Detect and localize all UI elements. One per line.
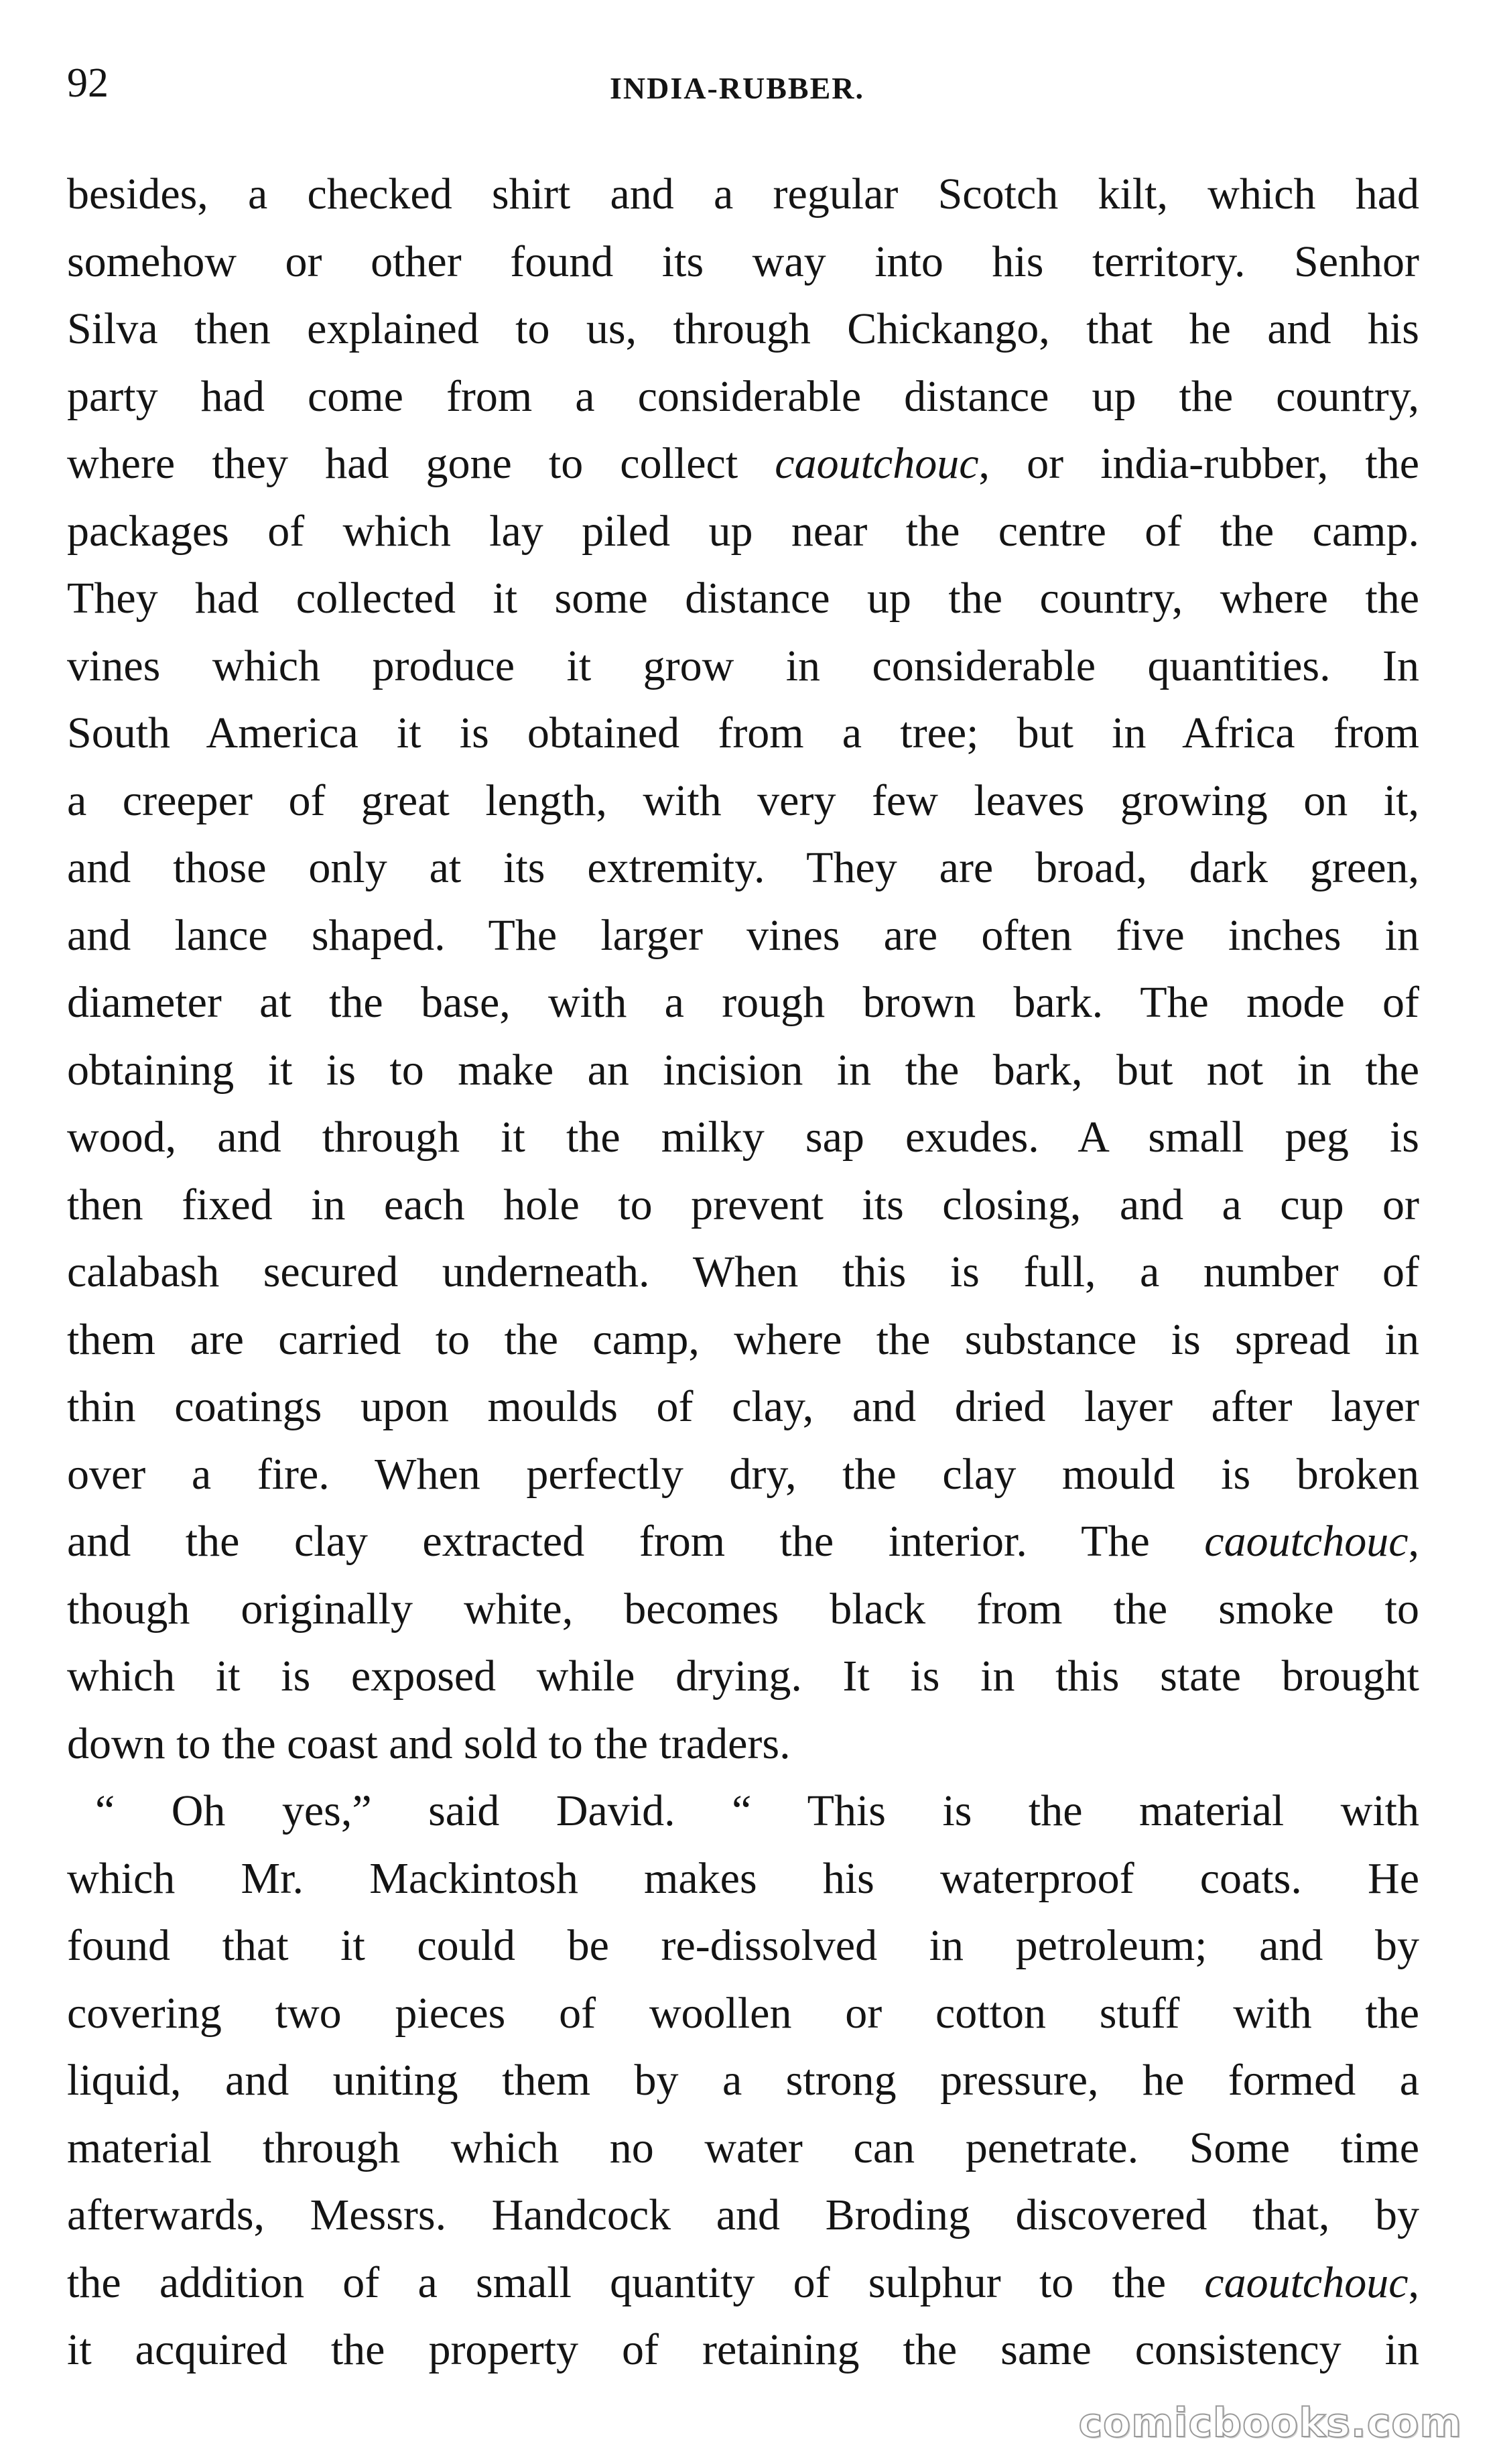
text-run: They had collected it some distance up the country, where the — [67, 574, 1419, 623]
text-run: “ Oh yes,” said David. “ This is the material with — [95, 1786, 1419, 1835]
text-line — [67, 1037, 1419, 1105]
text-line — [67, 1643, 1419, 1711]
text-line — [67, 969, 1419, 1037]
text-line — [67, 1306, 1419, 1374]
text-line — [67, 767, 1419, 835]
text-line — [67, 363, 1419, 431]
text-run: material through which no water can penetrate. Some time — [67, 2123, 1419, 2172]
text-line — [67, 1239, 1419, 1306]
page-header — [67, 56, 1407, 110]
text-run: then fixed in each hole to prevent its closing, and a cup or — [67, 1180, 1419, 1229]
text-run: which it is exposed while drying. It is in this state brought — [67, 1652, 1419, 1701]
text-run: diameter at the base, with a rough brown bark. The mode of — [67, 978, 1419, 1027]
text-run: liquid, and uniting them by a strong pressure, he formed a — [67, 2056, 1419, 2105]
italic-term: caoutchouc — [1204, 1517, 1409, 1566]
text-run: though originally white, becomes black from the smoke to — [67, 1584, 1419, 1634]
text-run: packages of which lay piled up near the centre of the camp. — [67, 506, 1419, 556]
text-line — [67, 2115, 1419, 2182]
text-run: them are carried to the camp, where the substance is spread in — [67, 1314, 1419, 1364]
italic-term: caoutchouc — [775, 439, 979, 488]
text-run: over a fire. When perfectly dry, the clay mould is broken — [67, 1449, 1419, 1499]
text-run: down to the coast and sold to the traders. — [67, 1719, 791, 1768]
text-run: which Mr. Mackintosh makes his waterproof coats. He — [67, 1853, 1419, 1903]
text-run: it acquired the property of retaining the same consistency in — [67, 2325, 1419, 2374]
body-text — [67, 161, 1419, 2384]
text-line — [67, 1778, 1419, 1845]
text-run: party had come from a considerable distance up the country, — [67, 371, 1419, 421]
text-line — [67, 902, 1419, 970]
text-line — [67, 1912, 1419, 1980]
text-run: vines which produce it grow in considerable quantities. In — [67, 641, 1419, 690]
page-number: 92 — [67, 60, 109, 106]
text-line — [67, 2250, 1419, 2317]
text-line — [67, 1104, 1419, 1172]
text-line — [67, 1845, 1419, 1913]
italic-term: caoutchouc — [1204, 2258, 1409, 2307]
text-run: Silva then explained to us, through Chickango, that he and his — [67, 304, 1419, 353]
text-run: South America it is obtained from a tree; but in Africa from — [67, 709, 1419, 757]
text-line — [67, 161, 1419, 229]
text-line — [67, 1172, 1419, 1239]
text-run: the addition of a small quantity of sulphur to the — [67, 2258, 1205, 2307]
running-title: INDIA-RUBBER. — [610, 71, 864, 105]
text-run: and lance shaped. The larger vines are often five inches in — [67, 910, 1419, 960]
text-run: , — [1408, 1517, 1419, 1566]
text-run: and the clay extracted from the interior. The — [67, 1517, 1205, 1566]
text-run: calabash secured underneath. When this is full, a number of — [67, 1247, 1419, 1296]
text-run: , — [1408, 2258, 1419, 2307]
text-run: , or india-rubber, the — [978, 439, 1419, 488]
text-run: covering two pieces of woollen or cotton stuff with the — [67, 1988, 1419, 2038]
text-run: wood, and through it the milky sap exudes. A small peg is — [67, 1113, 1419, 1162]
text-line — [67, 2182, 1419, 2250]
text-line — [67, 1508, 1419, 1576]
text-line — [67, 565, 1419, 633]
text-line — [67, 430, 1419, 498]
text-run: besides, a checked shirt and a regular Scotch kilt, which had — [67, 170, 1419, 219]
text-line — [67, 498, 1419, 566]
text-run: found that it could be re-dissolved in petroleum; and by — [67, 1921, 1419, 1970]
text-line — [67, 1980, 1419, 2048]
text-line — [67, 1441, 1419, 1509]
text-line — [67, 1711, 1419, 1778]
text-run: where they had gone to collect — [67, 439, 775, 488]
text-line — [67, 1373, 1419, 1441]
text-line — [67, 2317, 1419, 2384]
text-line — [67, 229, 1419, 296]
text-line — [67, 633, 1419, 700]
text-run: obtaining it is to make an incision in the bark, but not in the — [67, 1045, 1419, 1095]
text-run: and those only at its extremity. They are broad, dark green, — [67, 843, 1419, 892]
watermark: comicbooks.com — [1078, 2400, 1462, 2447]
text-run: somehow or other found its way into his territory. Senhor — [67, 237, 1419, 286]
text-line — [67, 296, 1419, 363]
text-line — [67, 700, 1419, 767]
text-line — [67, 2047, 1419, 2115]
text-run: a creeper of great length, with very few leaves growing on it, — [67, 776, 1419, 825]
text-run: thin coatings upon moulds of clay, and dried layer after layer — [67, 1382, 1419, 1431]
text-line — [67, 1576, 1419, 1644]
text-run: afterwards, Messrs. Handcock and Broding discovered that, by — [67, 2191, 1419, 2239]
text-line — [67, 835, 1419, 902]
